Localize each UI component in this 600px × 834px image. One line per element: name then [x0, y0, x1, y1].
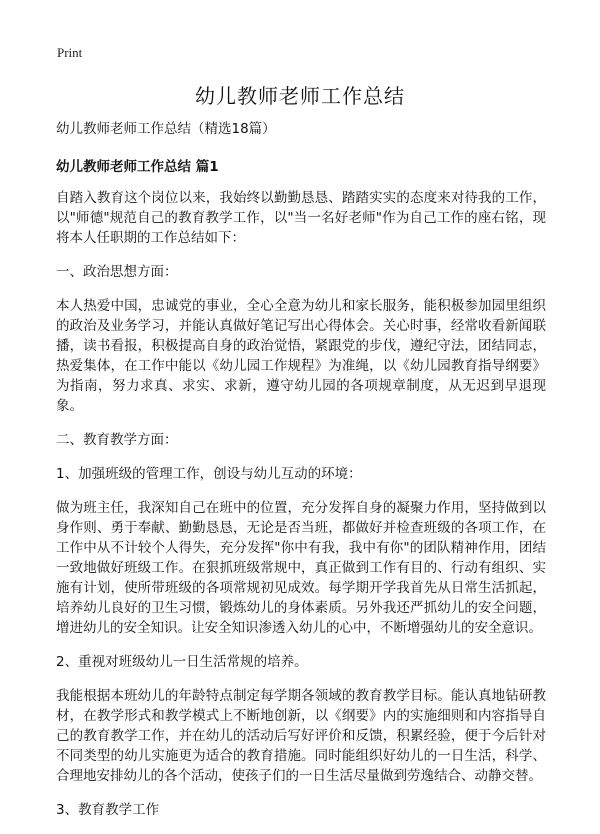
- document-subtitle: 幼儿教师老师工作总结（精选18篇）: [56, 121, 276, 137]
- page-title: 幼儿教师老师工作总结: [195, 84, 405, 108]
- heading-political: 一、政治思想方面：: [56, 264, 178, 280]
- political-paragraph: 本人热爱中国，忠诚党的事业，全心全意为幼儿和家长服务，能积极参加园里组织的政治及业务学习，并能认真做好笔记写出心得体会。关心时事，经常收看新闻联播，读书看报，积极提高自身的政治觉悟，紧跟党的步伐，遵纪守法，团结同志，热爱集体，在工作中能以《幼儿园工作规程》为准绳，以《幼儿园教育指导纲要》为指南，努力求真、求实、求新，遵守幼儿园的各项规章制度，从无迟到早退现象。: [56, 298, 546, 414]
- heading-daily-routine: 2、重视对班级幼儿一日生活常规的培养。: [56, 654, 308, 670]
- class-management-paragraph: 做为班主任，我深知自己在班中的位置，充分发挥自身的凝聚力作用，坚持做到以身作则、勇于奉献、勤勤恳恳，无论是否当班，都做好并检查班级的各项工作，在工作中从不计较个人得失，充分发挥"你中有我，我中有你"的团队精神作用，团结一致地做好班级工作。在狠抓班级常规中，真正做到工作有目的、行动有组织、实施有计划，使所带班级的各项常规初见成效。每学期开学我首先从日常生活抓起，培养幼儿良好的卫生习惯，锻炼幼儿的身体素质。另外我还严抓幼儿的安全问题，增进幼儿的安全知识。让安全知识渗透入幼儿的心中，不断增强幼儿的安全意识。: [56, 500, 546, 636]
- heading-class-management: 1、加强班级的管理工作，创设与幼儿互动的环境：: [56, 466, 362, 482]
- intro-paragraph: 自踏入教育这个岗位以来，我始终以勤勤恳恳、踏踏实实的态度来对待我的工作，以"师德"规范自己的教育教学工作，以"当一名好老师"作为自己工作的座右铭，现将本人任职期的工作总结如下：: [56, 190, 546, 246]
- print-link[interactable]: Print: [57, 45, 83, 60]
- heading-teaching-work: 3、教育教学工作: [56, 802, 160, 818]
- section-heading: 幼儿教师老师工作总结 篇1: [56, 159, 219, 175]
- document-body: [56, 118, 546, 834]
- daily-routine-paragraph: 我能根据本班幼儿的年龄特点制定每学期各领域的教育教学目标。能认真地钻研教材，在教学形式和教学模式上不断地创新，以《纲要》内的实施细则和内容指导自己的教育教学工作，并在幼儿的活动后写好评价和反馈，积累经验，便于今后针对不同类型的幼儿实施更为适合的教育措施。同时能组织好幼儿的一日生活，科学、合理地安排幼儿的各个活动，使孩子们的一日生活尽量做到劳逸结合、动静交替。: [56, 688, 546, 784]
- heading-teaching: 二、教育教学方面：: [56, 432, 178, 448]
